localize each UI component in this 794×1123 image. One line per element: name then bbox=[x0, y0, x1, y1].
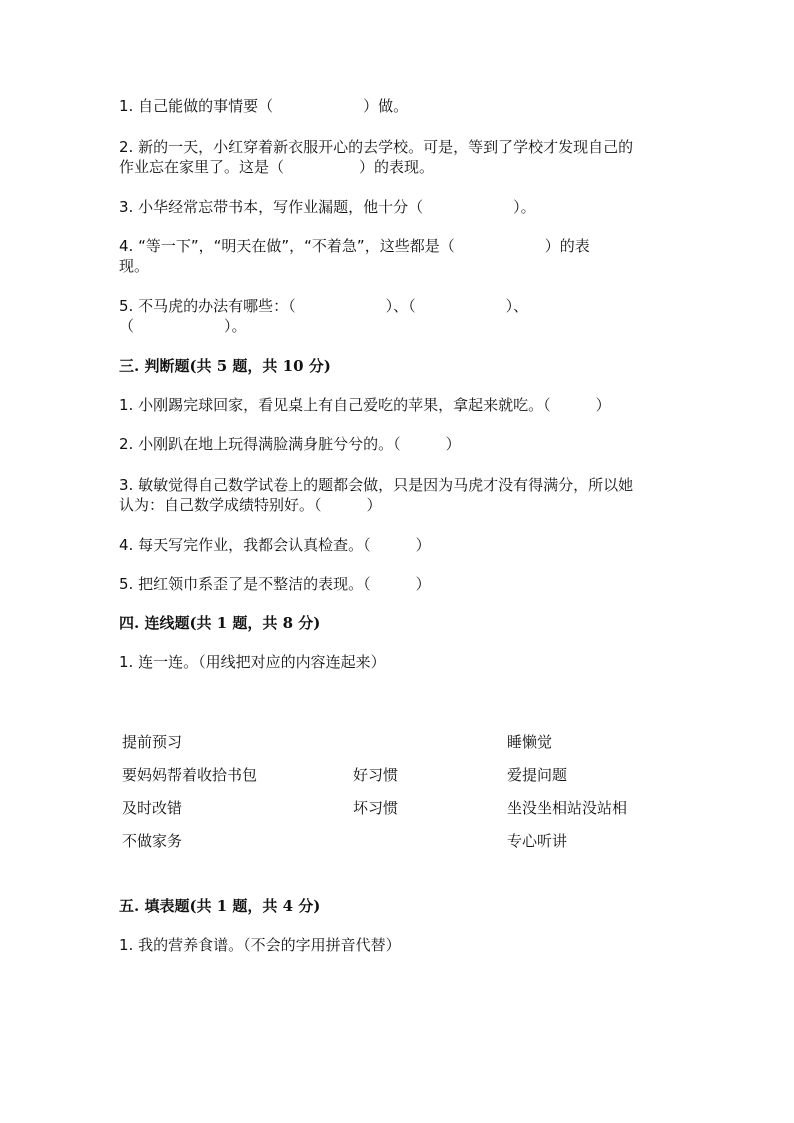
section-heading: 四. 连线题(共 1 题，共 8 分) bbox=[119, 614, 321, 632]
question-text: 3. 小华经常忘带书本，写作业漏题，他十分（ ）。 bbox=[119, 198, 536, 216]
matching-left-item: 要妈妈帮着收拾书包 bbox=[122, 766, 258, 784]
matching-left-item: 提前预习 bbox=[122, 733, 183, 751]
matching-right-item: 爱提问题 bbox=[507, 766, 568, 784]
question-text: 作业忘在家里了。这是（ ）的表现。 bbox=[119, 158, 435, 176]
matching-middle-item: 好习惯 bbox=[353, 766, 399, 784]
section-heading: 三. 判断题(共 5 题，共 10 分) bbox=[119, 357, 331, 375]
matching-middle-item: 坏习惯 bbox=[353, 799, 399, 817]
question-text: 认为：自己数学成绩特别好。（ ） bbox=[119, 496, 382, 514]
question-text: 1. 我的营养食谱。（不会的字用拼音代替） bbox=[119, 936, 401, 954]
question-text: 5. 不马虎的办法有哪些：（ ）、（ ）、 bbox=[119, 297, 529, 315]
question-text: 1. 自己能做的事情要（ ）做。 bbox=[119, 97, 409, 115]
question-text: （ ）。 bbox=[119, 317, 247, 335]
matching-right-item: 坐没坐相站没站相 bbox=[507, 799, 628, 817]
question-text: 1. 小刚踢完球回家，看见桌上有自己爱吃的苹果，拿起来就吃。（ ） bbox=[119, 396, 611, 414]
question-text: 4. “等一下”，“明天在做”，“不着急”，这些都是（ ）的表 bbox=[119, 237, 590, 255]
matching-right-item: 专心听讲 bbox=[507, 832, 568, 850]
section-heading: 五. 填表题(共 1 题，共 4 分) bbox=[119, 897, 321, 915]
matching-right-item: 睡懒觉 bbox=[507, 733, 553, 751]
matching-left-item: 及时改错 bbox=[122, 799, 183, 817]
question-text: 3. 敏敏觉得自己数学试卷上的题都会做，只是因为马虎才没有得满分，所以她 bbox=[119, 476, 634, 494]
question-text: 2. 新的一天，小红穿着新衣服开心的去学校。可是，等到了学校才发现自己的 bbox=[119, 138, 634, 156]
question-text: 5. 把红领巾系歪了是不整洁的表现。（ ） bbox=[119, 575, 431, 593]
question-text: 2. 小刚趴在地上玩得满脸满身脏兮兮的。（ ） bbox=[119, 435, 461, 453]
question-text: 4. 每天写完作业，我都会认真检查。（ ） bbox=[119, 536, 431, 554]
question-text: 现。 bbox=[119, 257, 150, 275]
matching-left-item: 不做家务 bbox=[122, 832, 183, 850]
question-text: 1. 连一连。（用线把对应的内容连起来） bbox=[119, 653, 386, 671]
